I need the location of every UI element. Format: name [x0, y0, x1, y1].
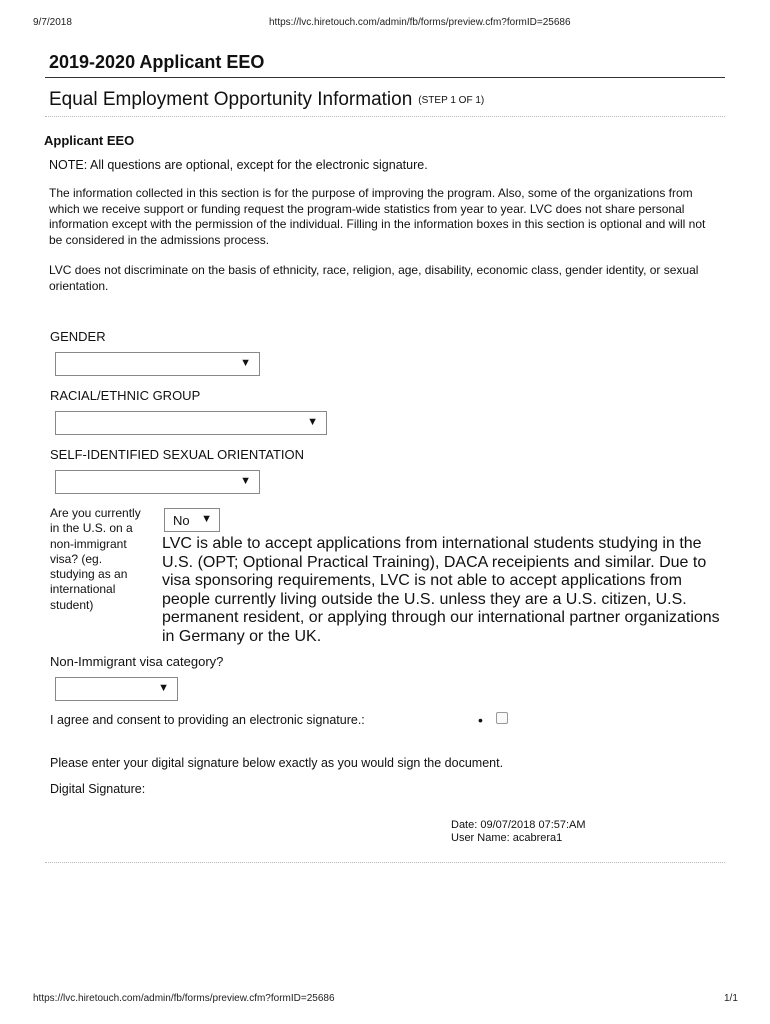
visa-note: LVC is able to accept applications from international students studying in the U.S. (OPT; Optional Practical Training), DACA receipients and similar. Due to visa sponsoring requirements, LVC is not able to accept applications from people currently living outside the U.S. unless they are a U.S. citizen, U.S. permanent resident, or applying through our international partner organizations in Germany or the UK.	[162, 535, 720, 645]
signature-instructions: Please enter your digital signature below exactly as you would sign the document.	[50, 756, 504, 770]
gender-select[interactable]	[55, 352, 260, 376]
visa-question: Are you currently in the U.S. on a non-immigrant visa? (eg. studying as an international student)	[50, 506, 141, 612]
submission-date: Date: 09/07/2018 07:57:AM	[451, 819, 586, 831]
nondiscrimination-statement: LVC does not discriminate on the basis of ethnicity, race, religion, age, disability, economic class, gender identity, or sexual orientation.	[49, 263, 699, 293]
visa-select-value: No	[173, 513, 190, 528]
race-label: RACIAL/ETHNIC GROUP	[50, 388, 201, 403]
consent-label: I agree and consent to providing an electronic signature.:	[50, 713, 365, 727]
form-subtitle	[49, 89, 484, 111]
consent-checkbox[interactable]	[496, 712, 508, 724]
orientation-select[interactable]	[55, 470, 260, 494]
chevron-down-icon: ▼	[158, 682, 169, 694]
chevron-down-icon: ▼	[307, 416, 318, 428]
gender-label: GENDER	[50, 329, 106, 344]
page-number: 1/1	[724, 993, 738, 1004]
required-marker: •	[478, 712, 483, 728]
visa-category-label: Non-Immigrant visa category?	[50, 654, 224, 669]
chevron-down-icon: ▼	[240, 475, 251, 487]
print-url: https://lvc.hiretouch.com/admin/fb/forms/preview.cfm?formID=25686	[269, 17, 571, 28]
signature-label: Digital Signature:	[50, 782, 146, 796]
orientation-label: SELF-IDENTIFIED SEXUAL ORIENTATION	[50, 447, 305, 462]
info-paragraph: The information collected in this section is for the purpose of improving the program. Also, some of the organizations from which we receive support or funding request the program-wide statistics from year to year. LVC does not share personal information except with the permission of the individual. Filling in the information boxes in this section is optional and will not be considered in the admissions process.	[49, 186, 706, 247]
subtitle-text: Equal Employment Opportunity Information	[49, 89, 413, 110]
subtitle-divider	[45, 116, 725, 117]
user-name: User Name: acabrera1	[451, 832, 563, 844]
step-indicator: (STEP 1 OF 1)	[418, 95, 485, 106]
chevron-down-icon: ▼	[240, 357, 251, 369]
form-title: 2019-2020 Applicant EEO	[49, 52, 265, 72]
chevron-down-icon: ▼	[201, 513, 212, 525]
title-divider	[45, 77, 725, 78]
visa-category-select[interactable]	[55, 677, 178, 701]
section-title: Applicant EEO	[44, 133, 135, 148]
race-select[interactable]	[55, 411, 327, 435]
print-footer-url: https://lvc.hiretouch.com/admin/fb/forms/preview.cfm?formID=25686	[33, 993, 335, 1004]
visa-select[interactable]	[164, 508, 220, 532]
form-bottom-divider	[45, 862, 725, 863]
optional-note: NOTE: All questions are optional, except for the electronic signature.	[49, 158, 428, 172]
print-date: 9/7/2018	[33, 17, 72, 28]
